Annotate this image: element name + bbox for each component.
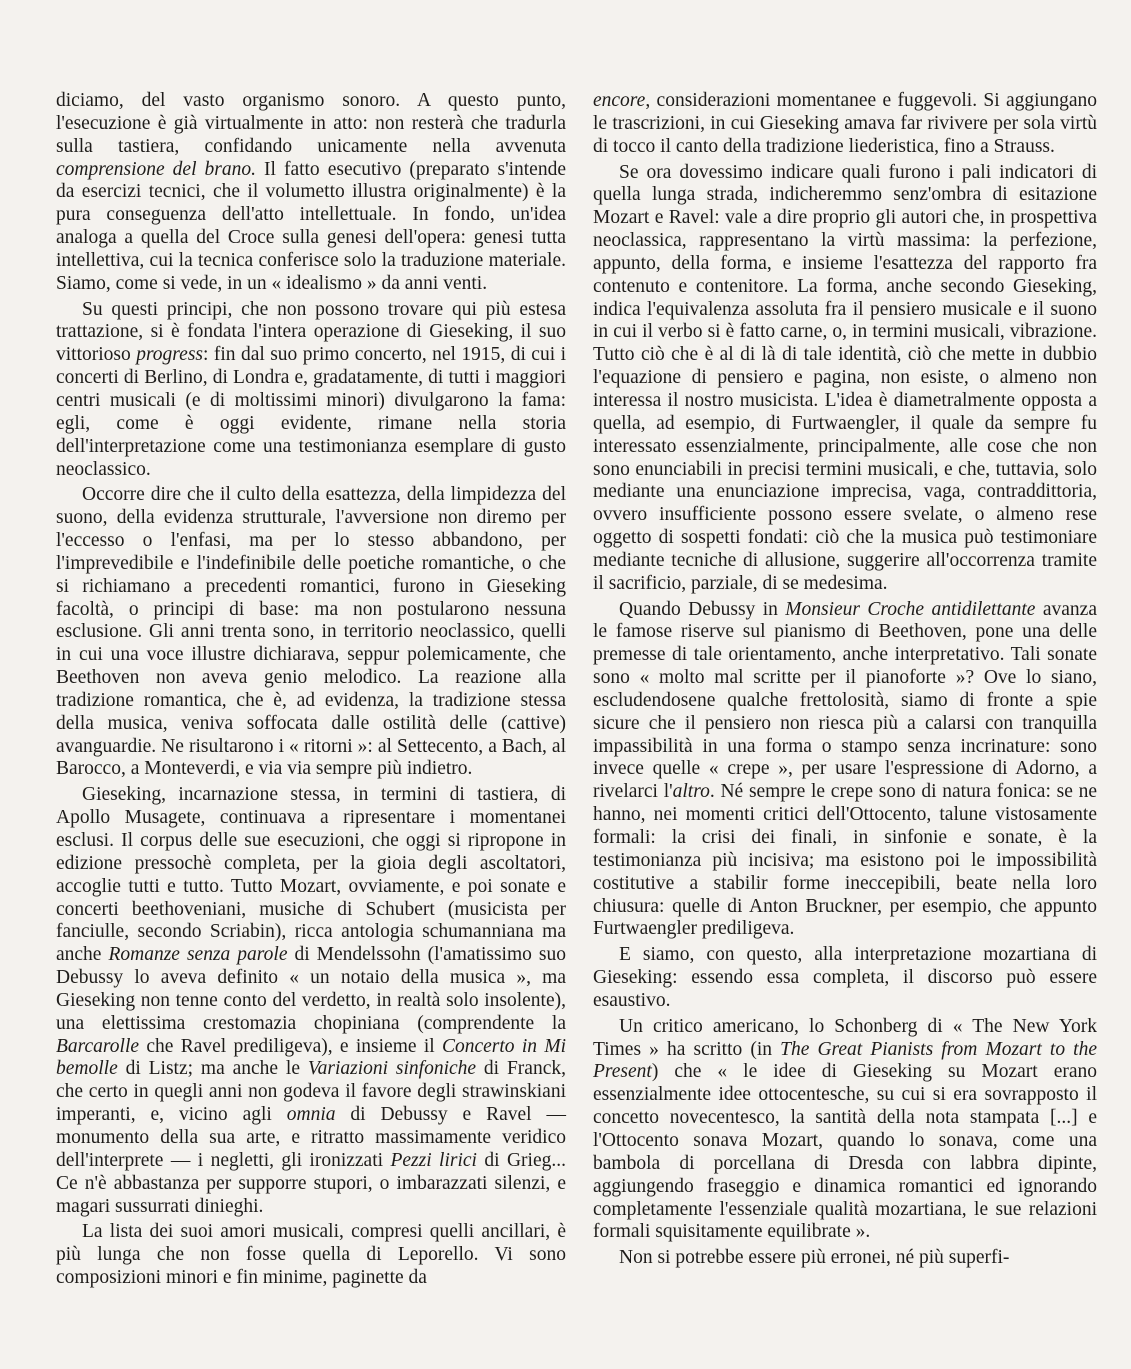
paragraph: La lista dei suoi amori musicali, compresi quelli ancillari, è più lunga che non fosse quella di Leporello. Vi sono composizioni minori e fin minime, paginette da	[56, 1221, 566, 1289]
paragraph: Se ora dovessimo indicare quali furono i pali indicatori di quella lunga strada, indicheremmo senz'ombra di esitazione Mozart e Ravel: vale a dire proprio gli autori che, in prospettiva neoclassica, rappresentano la virtù massima: la perfezione, appunto, della forma, e insieme l'esattezza del rapporto fra contenuto e contenitore. La forma, anche secondo Gieseking, indica l'equivalenza assoluta fra il pensiero musicale e il suono in cui il verbo si è fatto carne, o, in termini musicali, vibrazione. Tutto ciò che è al di là di tale identità, ciò che mette in dubbio l'equazione di pensiero e pagina, non esiste, o almeno non interessa il nostro musicista. L'idea è diametralmente opposta a quella, ad esempio, di Furtwaengler, il quale da sempre fu interessato essenzialmente, principalmente, alle cose che non sono enunciabili in precisi termini musicali, e che, tuttavia, solo mediante una enunciazione imprecisa, vaga, contraddittoria, ovvero insufficiente possono essere svelate, o almeno rese oggetto di sospetti fondati: ciò che la musica può testimoniare mediante tecniche di allusione, suggerire all'occorrenza tramite il sacrificio, parziale, di se medesima.	[593, 161, 1097, 594]
paragraph: E siamo, con questo, alla interpretazione mozartiana di Gieseking: essendo essa completa, il discorso può essere esaustivo.	[593, 944, 1097, 1011]
paragraph: Quando Debussy in Monsieur Croche antidilettante avanza le famose riserve sul pianismo di Beethoven, pone una delle premesse di tale orientamento, anche interpretativo. Tali sonate sono « molto mal scritte per il pianoforte »? Ove lo siano, escludendosene qualche frettolosità, siamo di fronte a spie sicure che il pensiero non riesca più a calarsi con tranquilla impassibilità in una forma o stampo senza incrinature: sono invece quelle « crepe », per usare l'espressione di Adorno, a rivelarci l'altro. Né sempre le crepe sono di natura fonica: se ne hanno, nei momenti critici dell'Ottocento, talune vistosamente formali: la crisi dei finali, in sinfonie e sonate, è la testimonianza più incisiva; ma esistono poi le impossibilità costitutive a stabilir forme ineccepibili, beate nella loro chiusura: quelle di Anton Bruckner, per esempio, che appunto Furtwaengler prediligeva.	[593, 598, 1097, 940]
right-column	[593, 90, 1097, 1270]
left-column	[56, 90, 566, 1290]
paragraph: Occorre dire che il culto della esattezza, della limpidezza del suono, della evidenza strutturale, l'avversione non diremo per l'eccesso o l'enfasi, ma per lo stesso abbandono, per l'imprevedibile e l'indefinibile delle poetiche romantiche, o che si richiamano a precedenti romantici, furono in Gieseking facoltà, o principi di base: ma non postularono nessuna esclusione. Gli anni trenta sono, in territorio neoclassico, quelli in cui una voce illustre dichiarava, seppur polemicamente, che Beethoven non aveva genio melodico. La reazione alla tradizione romantica, che è, ad evidenza, la tradizione stessa della musica, veniva soffocata dalle ostilità delle (cattive) avanguardie. Ne risultarono i « ritorni »: al Settecento, a Bach, al Barocco, a Monteverdi, e via via sempre più indietro.	[56, 484, 566, 780]
paragraph: Gieseking, incarnazione stessa, in termini di tastiera, di Apollo Musagete, continuava a ripresentare i momentanei esclusi. Il corpus delle sue esecuzioni, che oggi si ripropone in edizione pressochè completa, per la gioia degli ascoltatori, accoglie tutti e tutto. Tutto Mozart, ovviamente, e poi sonate e concerti beethoveniani, musiche di Schubert (musicista per fanciulle, secondo Scriabin), ricca antologia schumanniana ma anche Romanze senza parole di Mendelssohn (l'amatissimo suo Debussy lo aveva definito « un notaio della musica », ma Gieseking non tenne conto del verdetto, in realtà solo insolente), una elettissima crestomazia chopiniana (comprendente la Barcarolle che Ravel prediligeva), e insieme il Concerto in Mi bemolle di Listz; ma anche le Variazioni sinfoniche di Franck, che certo in quegli anni non godeva il favore degli strawinskiani imperanti, e, vicino agli omnia di Debussy e Ravel — monumento della sua arte, e ritratto massimamente veridico dell'interprete — i negletti, gli ironizzati Pezzi lirici di Grieg... Ce n'è abbastanza per supporre stupori, o imbarazzati silenzi, e magari sussurrati dinieghi.	[56, 784, 566, 1217]
paragraph: Un critico americano, lo Schonberg di « The New York Times » ha scritto (in The Great Pianists from Mozart to the Present) che « le idee di Gieseking su Mozart erano essenzialmente idee ottocentesche, su cui si era sovrapposto il concetto novecentesco, la santità della nota stampata [...] e l'Ottocento sonava Mozart, quando lo sonava, come una bambola di porcellana di Dresda con labbra dipinte, aggiungendo fraseggio e dinamica romantici ed ignorando completamente l'essenziale qualità mozartiana, le sue relazioni formali squisitamente equilibrate ».	[593, 1015, 1097, 1243]
paragraph: diciamo, del vasto organismo sonoro. A questo punto, l'esecuzione è già virtualmente in atto: non resterà che tradurla sulla tastiera, confidando unicamente nella avvenuta comprensione del brano. Il fatto esecutivo (preparato s'intende da esercizi tecnici, che il volumetto illustra originalmente) è la pura conseguenza dell'atto intellettuale. In fondo, un'idea analoga a quella del Croce sulla genesi dell'opera: genesi tutta intellettiva, cui la tecnica conferisce solo la traduzione materiale. Siamo, come si vede, in un « idealismo » da anni venti.	[56, 90, 566, 294]
paragraph: Non si potrebbe essere più erronei, né più superfi-	[619, 1247, 1010, 1269]
paragraph: Su questi principi, che non possono trovare qui più estesa trattazione, si è fondata l'intera operazione di Gieseking, il suo vittorioso progress: fin dal suo primo concerto, nel 1915, di cui i concerti di Berlino, di Londra e, gradatamente, di tutti i maggiori centri musicali (e di moltissimi minori) divulgarono la fama: egli, come è oggi evidente, rimane nella storia dell'interpretazione come una testimonianza esemplare di gusto neoclassico.	[56, 298, 566, 480]
paragraph: encore, considerazioni momentanee e fuggevoli. Si aggiungano le trascrizioni, in cui Gieseking amava far rivivere per sola virtù di tocco il canto della tradizione liederistica, fino a Strauss.	[593, 90, 1097, 157]
